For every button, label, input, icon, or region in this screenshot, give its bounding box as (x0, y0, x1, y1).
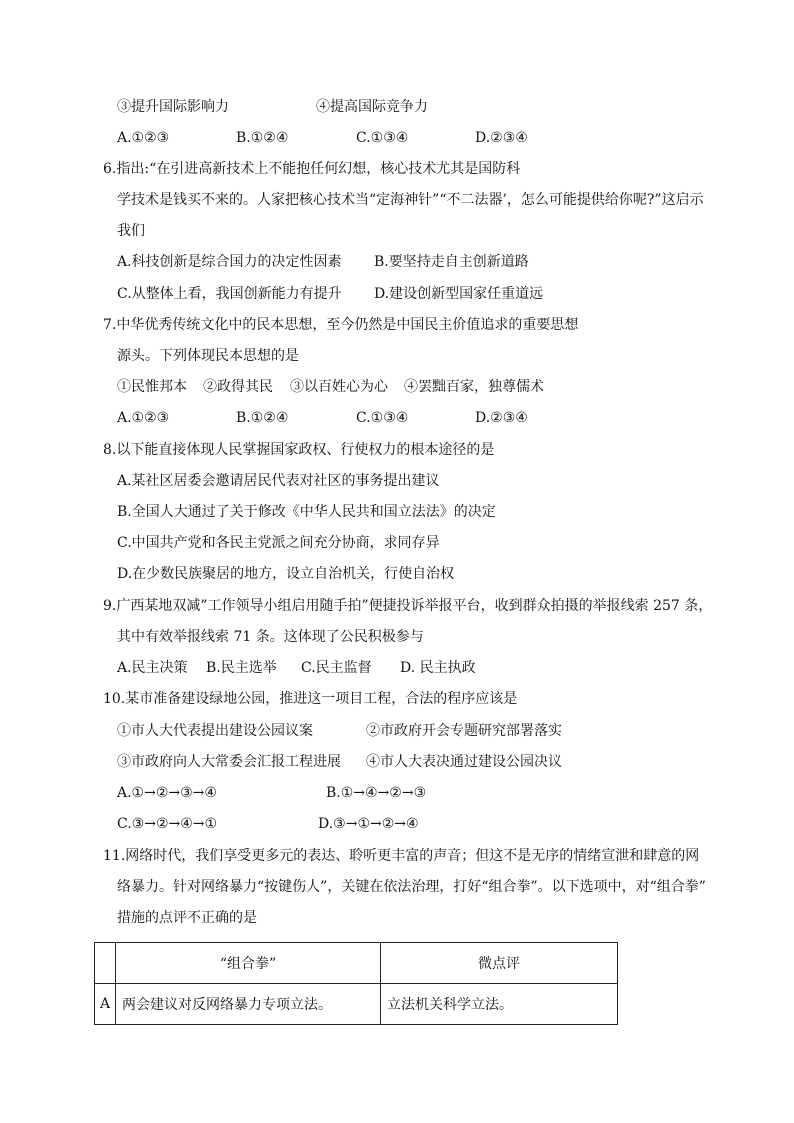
q7-item-4: ④罢黜百家，独尊儒术 (404, 379, 544, 395)
table-header-row (95, 943, 618, 984)
q7-item-1: ①民惟邦本 (117, 379, 187, 395)
q7-stem-line-1: 7.中华优秀传统文化中的民本思想，至今仍然是中国民主价值追求的重要思想 (103, 317, 579, 333)
q11-stem-line-2: 络暴力。针对网络暴力“按键伤人”，关键在依法治理，打好“组合拳”。以下选项中，对“组合拳” (117, 879, 706, 895)
q10-stem: 10.某市准备建设绿地公园，推进这一项目工程，合法的程序应该是 (103, 691, 518, 707)
q5-item-4: ④提高国际竞争力 (316, 99, 428, 115)
q6-option-a: A.科技创新是综合国力的决定性因素 (117, 254, 342, 270)
q7-item-3: ③以百姓心为心 (290, 379, 388, 395)
q10-option-c: C.③→②→④→① (117, 816, 218, 832)
table-header-cell (95, 943, 116, 984)
q9-stem-line-2: 其中有效举报线索 71 条。这体现了公民积极参与 (117, 629, 424, 645)
q5-option-d: D.②③④ (475, 130, 528, 146)
table-cell: 立法机关科学立法。 (381, 984, 618, 1025)
q7-option-a: A.①②③ (117, 410, 170, 426)
table-row (95, 984, 618, 1025)
table-header-cell: 微点评 (381, 943, 618, 984)
q8-option-c: C.中国共产党和各民主党派之间充分协商，求同存异 (117, 535, 440, 551)
q10-item-3: ③市政府向人大常委会汇报工程进展 (117, 754, 341, 770)
q7-option-b: B.①②④ (236, 410, 289, 426)
q6-option-b: B.要坚持走自主创新道路 (374, 254, 529, 270)
q5-option-b: B.①②④ (236, 130, 289, 146)
q8-stem: 8.以下能直接体现人民掌握国家政权、行使权力的根本途径的是 (103, 442, 495, 458)
q10-item-4: ④市人大表决通过建设公园决议 (366, 754, 562, 770)
q6-stem-line-1: 6.指出:“在引进高新技术上不能抱任何幻想，核心技术尤其是国防科 (103, 161, 521, 177)
q5-item-3: ③提升国际影响力 (117, 99, 229, 115)
q8-option-a: A.某社区居委会邀请居民代表对社区的事务提出建议 (117, 473, 440, 489)
q10-option-b: B.①→④→②→③ (326, 785, 427, 801)
q11-stem-line-3: 措施的点评不正确的是 (117, 910, 257, 926)
q6-stem-line-2: 学技术是钱买不来的。人家把核心技术当“定海神针”“不二法器’，怎么可能提供给你呢?”这启示 (117, 192, 704, 208)
q5-option-c: C.①③④ (356, 130, 409, 146)
q6-option-c: C.从整体上看，我国创新能力有提升 (117, 286, 342, 302)
q11-stem-line-1: 11.网络时代，我们享受更多元的表达、聆听更丰富的声音；但这不是无序的情绪宣泄和肆意的网 (103, 848, 700, 864)
q8-option-b: B.全国人大通过了关于修改《中华人民共和国立法法》的决定 (117, 504, 496, 520)
q9-option-c: C.民主监督 (301, 660, 372, 676)
q10-option-a: A.①→②→③→④ (117, 785, 217, 801)
q10-item-1: ①市人大代表提出建设公园议案 (117, 723, 313, 739)
q6-stem-line-3: 我们 (117, 223, 145, 239)
table-header-cell: “组合拳” (116, 943, 381, 984)
q9-option-d: D. 民主执政 (400, 660, 476, 676)
q5-option-a: A.①②③ (117, 130, 170, 146)
q7-option-d: D.②③④ (475, 410, 528, 426)
q10-option-d: D.③→①→②→④ (318, 816, 419, 832)
table-cell: 两会建议对反网络暴力专项立法。 (116, 984, 381, 1025)
table-cell: A (95, 984, 116, 1025)
q6-option-d: D.建设创新型国家任重道远 (374, 286, 544, 302)
q8-option-d: D.在少数民族聚居的地方，设立自治机关，行使自治权 (117, 566, 455, 582)
q9-option-b: B.民主选举 (206, 660, 277, 676)
q7-item-2: ②政得其民 (203, 379, 273, 395)
q9-option-a: A.民主决策 (117, 660, 188, 676)
q11-table (94, 942, 618, 1025)
q10-item-2: ②市政府开会专题研究部署落实 (366, 723, 562, 739)
q7-stem-line-2: 源头。下列体现民本思想的是 (117, 348, 299, 364)
q9-stem-line-1: 9.广西某地双减”工作领导小组启用随手拍”便捷投诉举报平台，收到群众拍摄的举报线索 257 条， (103, 598, 713, 614)
q7-option-c: C.①③④ (356, 410, 409, 426)
